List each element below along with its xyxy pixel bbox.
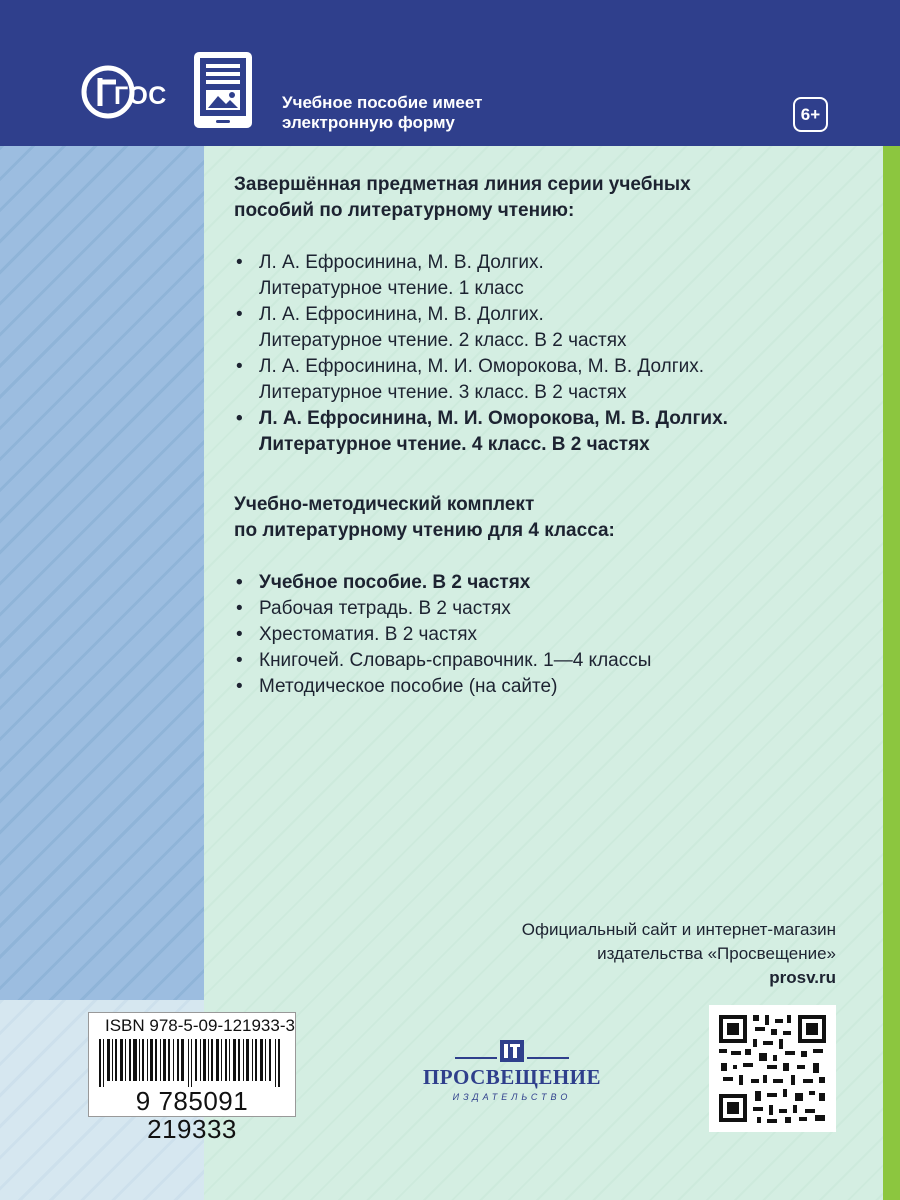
site-line-2: издательства «Просвещение» xyxy=(597,944,836,963)
series-item-authors: • Л. А. Ефросинина, М. И. Оморокова, М. В. Долгих. xyxy=(259,408,728,429)
kit-heading-line-2: по литературному чтению для 4 класса: xyxy=(234,520,615,541)
right-green-edge xyxy=(883,146,900,1200)
kit-section xyxy=(234,492,864,700)
series-item-title: Литературное чтение. 2 класс. В 2 частях xyxy=(259,330,627,351)
publisher-subtitle: ИЗДАТЕЛЬСТВО xyxy=(452,1092,572,1102)
eform-line-2: электронную форму xyxy=(282,113,455,132)
kit-list xyxy=(234,570,864,700)
kit-item: • Рабочая тетрадь. В 2 частях xyxy=(234,596,864,622)
series-item-title: Литературное чтение. 1 класс xyxy=(259,278,524,299)
publisher-name: ПРОСВЕЩЕНИЕ xyxy=(422,1065,602,1089)
series-item-authors: • Л. А. Ефросинина, М. В. Долгих. xyxy=(259,252,544,273)
publisher-logo-icon xyxy=(455,1040,569,1066)
site-url-link[interactable]: prosv.ru xyxy=(769,968,836,987)
kit-item: • Учебное пособие. В 2 частях xyxy=(234,570,864,596)
series-item xyxy=(234,250,864,302)
site-line-1: Официальный сайт и интернет-магазин xyxy=(521,920,836,939)
age-rating-badge xyxy=(793,97,828,132)
isbn-text: ISBN 978-5-09-121933-3 xyxy=(105,1016,295,1035)
series-item xyxy=(234,302,864,354)
series-item-title: Литературное чтение. 3 класс. В 2 частях xyxy=(259,382,627,403)
eform-line-1: Учебное пособие имеет xyxy=(282,93,483,112)
series-list xyxy=(234,250,864,458)
fgos-logo-text: ГОС xyxy=(114,82,167,110)
barcode-bars xyxy=(95,1039,289,1087)
series-item-authors: • Л. А. Ефросинина, М. В. Долгих. xyxy=(259,304,544,325)
kit-item: • Книгочей. Словарь-справочник. 1—4 классы xyxy=(234,648,864,674)
series-item xyxy=(234,354,864,406)
series-item-authors: • Л. А. Ефросинина, М. И. Оморокова, М. В. Долгих. xyxy=(259,356,705,377)
publisher-site-info xyxy=(420,918,836,990)
barcode-digits: 9 785091 219333 xyxy=(135,1086,249,1144)
isbn-barcode xyxy=(88,1012,296,1144)
electronic-form-note xyxy=(282,93,642,133)
series-item-title: Литературное чтение. 4 класс. В 2 частях xyxy=(259,434,650,455)
kit-item: • Хрестоматия. В 2 частях xyxy=(234,622,864,648)
qr-code xyxy=(709,1005,836,1132)
age-rating-text: 6+ xyxy=(800,105,821,124)
kit-item: • Методическое пособие (на сайте) xyxy=(234,674,864,700)
series-heading-line-1: Завершённая предметная линия серии учебных xyxy=(234,174,691,195)
series-item-current xyxy=(234,406,864,458)
series-heading-line-2: пособий по литературному чтению: xyxy=(234,200,575,221)
tablet-icon xyxy=(192,50,254,130)
qr-code-icon xyxy=(709,1005,836,1132)
series-section xyxy=(234,172,864,458)
kit-heading-line-1: Учебно-методический комплект xyxy=(234,494,535,515)
